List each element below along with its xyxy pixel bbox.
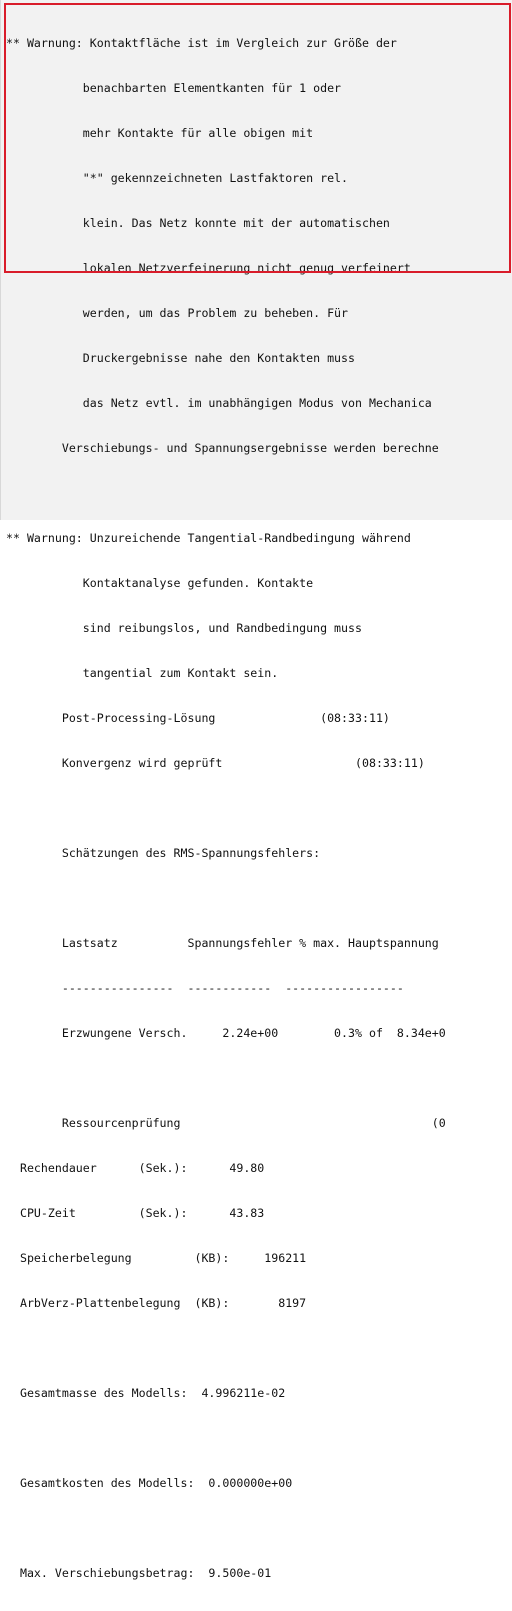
log-line-disk: ArbVerz-Plattenbelegung (KB): 8197	[6, 1296, 307, 1310]
log-line-resource-check: Ressourcenprüfung (0	[6, 1116, 446, 1130]
log-line: werden, um das Problem zu beheben. Für	[6, 306, 349, 320]
log-line: "*" gekennzeichneten Lastfaktoren rel.	[6, 171, 349, 185]
log-line: Kontaktanalyse gefunden. Kontakte	[6, 576, 314, 590]
log-line-total-cost: Gesamtkosten des Modells: 0.000000e+00	[6, 1476, 293, 1490]
log-line-blank	[6, 1521, 446, 1536]
log-line-postprocessing: Post-Processing-Lösung (08:33:11)	[6, 711, 390, 725]
log-line: lokalen Netzverfeinerung nicht genug verfeinert	[6, 261, 411, 275]
log-line-blank	[6, 801, 446, 816]
log-table-header: Lastsatz Spannungsfehler % max. Hauptspannung	[6, 936, 439, 950]
log-line-blank	[6, 1071, 446, 1086]
log-line-max-displacement: Max. Verschiebungsbetrag: 9.500e-01	[6, 1566, 272, 1580]
log-line-cpu-time: CPU-Zeit (Sek.): 43.83	[6, 1206, 265, 1220]
log-line-blank	[6, 486, 446, 501]
log-line: benachbarten Elementkanten für 1 oder	[6, 81, 342, 95]
log-line: klein. Das Netz konnte mit der automatischen	[6, 216, 390, 230]
log-line-warning-1: ** Warnung: Kontaktfläche ist im Vergleich zur Größe der	[6, 36, 397, 50]
log-line-rms-heading: Schätzungen des RMS-Spannungsfehlers:	[6, 846, 321, 860]
log-output	[6, 6, 446, 1611]
log-line-runtime: Rechendauer (Sek.): 49.80	[6, 1161, 265, 1175]
log-line: mehr Kontakte für alle obigen mit	[6, 126, 314, 140]
log-line: sind reibungslos, und Randbedingung muss	[6, 621, 362, 635]
log-line: Verschiebungs- und Spannungsergebnisse werden berechne	[6, 441, 439, 455]
log-line: das Netz evtl. im unabhängigen Modus von Mechanica	[6, 396, 432, 410]
log-table-separator: ---------------- ------------ -----------------	[6, 981, 404, 995]
log-line-total-mass: Gesamtmasse des Modells: 4.996211e-02	[6, 1386, 286, 1400]
log-line-blank	[6, 1341, 446, 1356]
log-line: Druckergebnisse nahe den Kontakten muss	[6, 351, 356, 365]
log-table-row: Erzwungene Versch. 2.24e+00 0.3% of 8.34e+0	[6, 1026, 446, 1040]
log-line-warning-2: ** Warnung: Unzureichende Tangential-Randbedingung während	[6, 531, 411, 545]
log-line-blank	[6, 891, 446, 906]
log-line-convergence: Konvergenz wird geprüft (08:33:11)	[6, 756, 425, 770]
log-line-memory: Speicherbelegung (KB): 196211	[6, 1251, 307, 1265]
log-line-blank	[6, 1431, 446, 1446]
log-line: tangential zum Kontakt sein.	[6, 666, 279, 680]
